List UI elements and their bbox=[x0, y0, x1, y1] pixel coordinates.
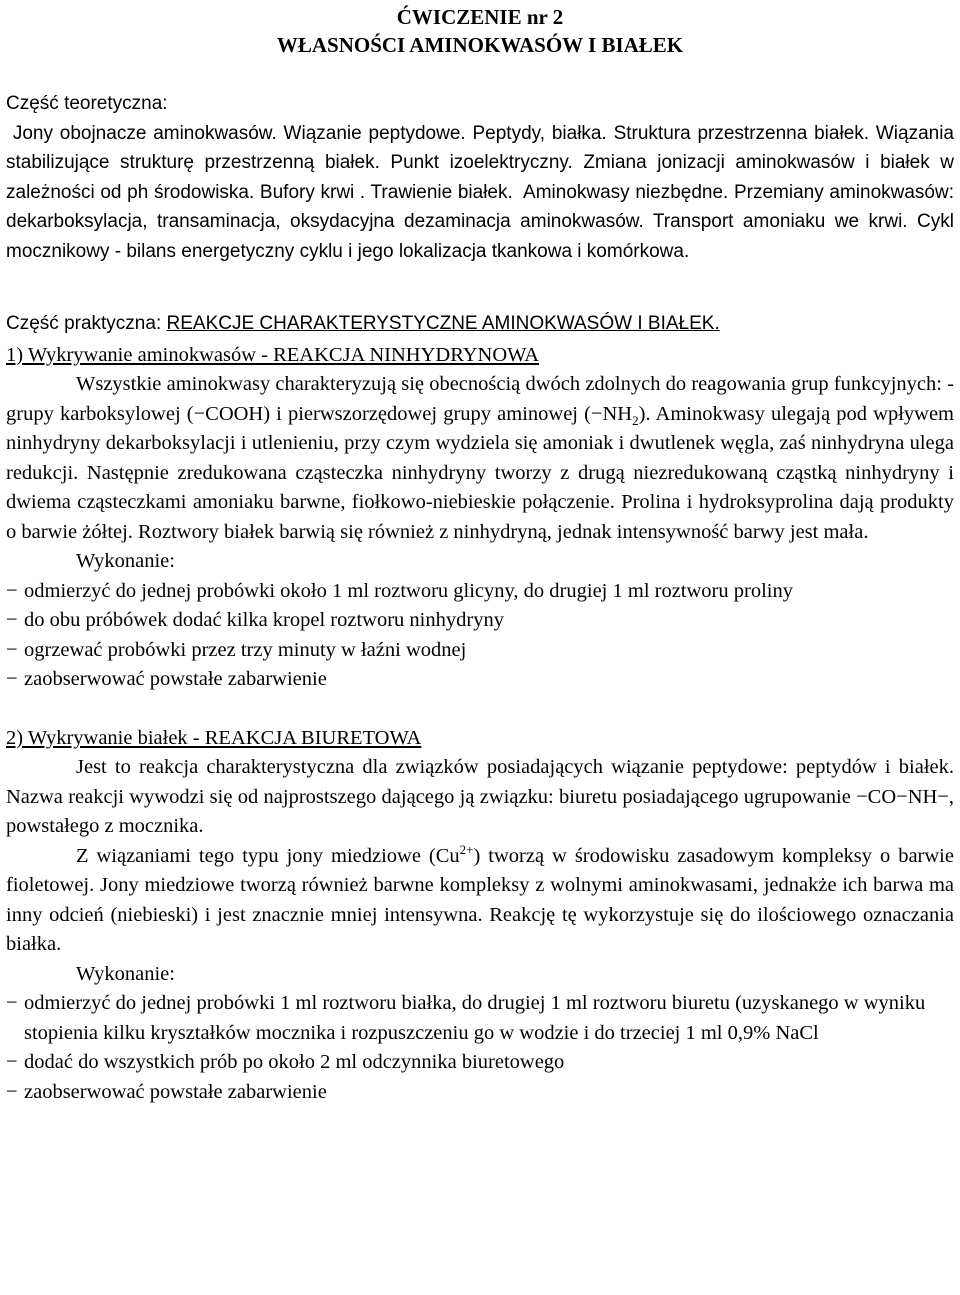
section1-steps bbox=[6, 577, 954, 695]
section2-steps bbox=[6, 989, 954, 1107]
section2-text-a: Z wiązaniami tego typu jony miedziowe (Cu bbox=[76, 844, 460, 867]
section1-wykonanie: Wykonanie: bbox=[76, 550, 175, 572]
step-text: ogrzewać probówki przez trzy minuty w łaźni wodnej bbox=[24, 638, 467, 661]
section1-paragraph bbox=[6, 370, 954, 547]
superscript-2plus: 2+ bbox=[459, 841, 474, 857]
list-item bbox=[6, 665, 954, 695]
step-text: odmierzyć do jednej probówki 1 ml roztworu białka, do drugiej 1 ml roztworu biuretu (uzyskanego w wyniku stopienia kilku kryształków mocznika i rozpuszczeniu go w wodzie i do trzeciej 1 ml 0,9% NaCl bbox=[24, 992, 926, 1044]
title-line-2: WŁASNOŚCI AMINOKWASÓW I BIAŁEK bbox=[276, 33, 684, 57]
dash-bullet: − bbox=[6, 638, 18, 661]
section-biuret bbox=[6, 724, 954, 1108]
title-line-1: ĆWICZENIE nr 2 bbox=[396, 5, 564, 29]
document-title bbox=[6, 3, 954, 59]
practical-title: REAKCJE CHARAKTERYSTYCZNE AMINOKWASÓW I BIAŁEK. bbox=[166, 313, 720, 334]
dash-bullet: − bbox=[6, 1080, 18, 1103]
section2-heading: 2) Wykrywanie białek - REAKCJA BIURETOWA bbox=[6, 726, 422, 749]
section1-text-b: ). Aminokwasy ulegają pod wpływem ninhydryny dekarboksylacji i utlenieniu, przy czym wydziela się amoniak i dwutlenek węgla, zaś ninhydryna ulega redukcji. Następnie zredukowana cząsteczka ninhydryny tworzy z drugą niezredukowaną cząstką ninhydryny i dwiema cząsteczkami amoniaku barwne, fiołkowo-niebieskie połączenie. Prolina i hydroksyprolina dają produkty o barwie żółtej. Roztwory białek barwią się również z ninhydryną, jednak intensywność barwy jest mała. bbox=[6, 402, 954, 543]
theory-text: Jony obojnacze aminokwasów. Wiązanie peptydowe. Peptydy, białka. Struktura przestrzenna białek. Wiązania stabilizujące strukturę przestrzenną białek. Punkt izoelektryczny. Zmiana jonizacji aminokwasów i białek w zależności od ph środowiska. Bufory krwi . Trawienie białek. Aminokwasy niezbędne. Przemiany aminokwasów: dekarboksylacja, transaminacja, oksydacyjna dezaminacja aminokwasów. Transport amoniaku we krwi. Cykl mocznikowy - bilans energetyczny cyklu i jego lokalizacja tkankowa i komórkowa. bbox=[6, 122, 960, 262]
section-ninhydrin bbox=[6, 341, 954, 695]
section1-text-a: Wszystkie aminokwasy charakteryzują się obecnością dwóch zdolnych do reagowania grup funkcyjnych: - grupy karboksylowej (−COOH) i pierwszorzędowej grupy aminowej (−NH bbox=[6, 373, 954, 425]
step-text: zaobserwować powstałe zabarwienie bbox=[24, 1080, 327, 1103]
step-text: dodać do wszystkich prób po około 2 ml odczynnika biuretowego bbox=[24, 1051, 565, 1073]
section1-heading: 1) Wykrywanie aminokwasów - REAKCJA NINHYDRYNOWA bbox=[6, 343, 540, 366]
practical-heading bbox=[6, 309, 954, 339]
dash-bullet: − bbox=[6, 579, 18, 602]
theory-label: Część teoretyczna: bbox=[6, 93, 168, 114]
document-page bbox=[6, 0, 960, 1107]
section2-paragraph-1: Jest to reakcja charakterystyczna dla związków posiadających wiązanie peptydowe: peptydów i białek. Nazwa reakcji wywodzi się od najprostszego dającego ją związku: biuretu posiadającego ugrupowanie −CO−NH−, powstałego z mocznika. bbox=[6, 756, 954, 837]
list-item bbox=[6, 636, 954, 666]
list-item bbox=[6, 606, 954, 636]
section2-text-b: ) tworzą w środowisku zasadowym kompleksy o barwie fioletowej. Jony miedziowe tworzą również barwne kompleksy z wolnymi aminokwasami, jednakże ich barwa ma inny odcień (niebieski) i jest znacznie mniej intensywna. Reakcję tę wykorzystuje się do ilościowego oznaczania białka. bbox=[6, 844, 954, 955]
step-text: zaobserwować powstałe zabarwienie bbox=[24, 668, 327, 690]
section2-wykonanie: Wykonanie: bbox=[76, 962, 175, 985]
dash-bullet: − bbox=[6, 1051, 18, 1073]
practical-label: Część praktyczna: bbox=[6, 313, 167, 334]
theory-section bbox=[6, 89, 960, 266]
list-item bbox=[6, 1078, 954, 1108]
list-item bbox=[6, 1048, 954, 1078]
list-item bbox=[6, 989, 954, 1048]
step-text: odmierzyć do jednej probówki około 1 ml roztworu glicyny, do drugiej 1 ml roztworu proliny bbox=[24, 579, 793, 602]
subscript-2: 2 bbox=[632, 412, 639, 428]
list-item bbox=[6, 577, 954, 607]
step-text: do obu próbówek dodać kilka kropel roztworu ninhydryny bbox=[24, 609, 504, 631]
section2-paragraph-2 bbox=[6, 842, 954, 960]
dash-bullet: − bbox=[6, 992, 18, 1014]
dash-bullet: − bbox=[6, 668, 18, 690]
dash-bullet: − bbox=[6, 609, 18, 631]
